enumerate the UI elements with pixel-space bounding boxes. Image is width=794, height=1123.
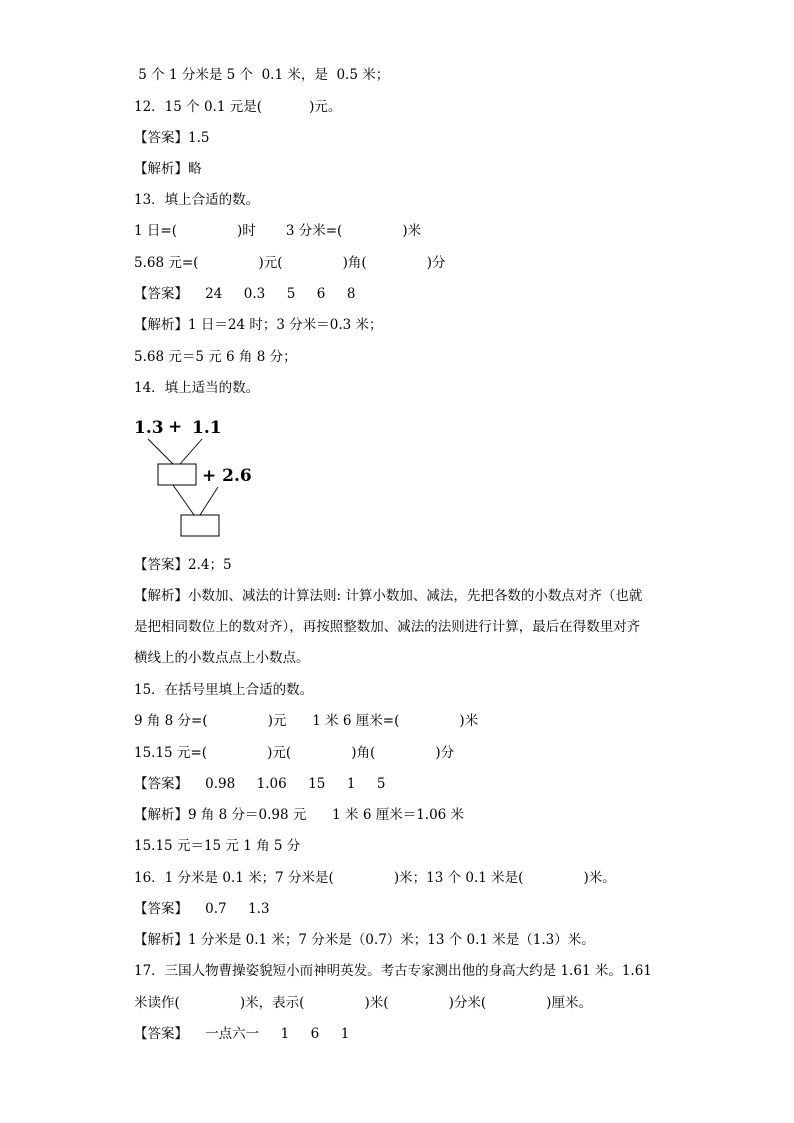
answer-14: 【答案】2.4；5 [134,557,232,573]
question-13-line-1: 1 日=( )时 3 分米=( )米 [134,223,422,239]
diagram-answer-box-1 [158,464,196,485]
answer-17: 【答案】 一点六一 1 6 1 [134,1026,350,1042]
answer-16: 【答案】 0.7 1.3 [134,901,270,917]
question-13-line-2: 5.68 元=( )元( )角( )分 [134,255,446,271]
diagram-line-lower-right [200,487,218,515]
analysis-13-line-2: 5.68 元＝5 元 6 角 8 分； [134,349,297,365]
addition-diagram-svg [130,412,260,544]
analysis-14-line-3: 横线上的小数点点上小数点。 [134,650,310,666]
question-13: 13．填上合适的数。 [134,192,260,208]
question-14: 14．填上适当的数。 [134,380,260,396]
analysis-13: 【解析】1 日＝24 时；3 分米＝0.3 米； [134,317,383,333]
diagram-top-right: 1.1 [192,418,222,438]
analysis-15: 【解析】9 角 8 分＝0.98 元 1 米 6 厘米＝1.06 米 [134,807,465,823]
analysis-15-line-2: 15.15 元＝15 元 1 角 5 分 [134,838,301,854]
question-12: 12．15 个 0.1 元是( )元。 [134,99,342,115]
diagram-line-lower-left [173,485,194,515]
diagram-second-operand: + 2.6 [202,466,252,486]
diagram-line-left [148,439,173,464]
question-15-line-1: 9 角 8 分=( )元 1 米 6 厘米=( )米 [134,713,479,729]
line-0: 5 个 1 分米是 5 个 0.1 米，是 0.5 米； [134,67,390,83]
question-15: 15．在括号里填上合适的数。 [134,682,314,698]
answer-15: 【答案】 0.98 1.06 15 1 5 [134,776,386,792]
question-16: 16．1 分米是 0.1 米；7 分米是( )米；13 个 0.1 米是( )米。 [134,870,616,886]
analysis-12: 【解析】略 [134,161,202,177]
analysis-14: 【解析】小数加、减法的计算法则: 计算小数加、减法，先把各数的小数点对齐（也就 [134,588,643,604]
analysis-16: 【解析】1 分米是 0.1 米；7 分米是（0.7）米；13 个 0.1 米是（1.3）米。 [134,932,595,948]
answer-13: 【答案】 24 0.3 5 6 8 [134,286,356,302]
addition-diagram [130,412,260,544]
diagram-operator: + [168,417,183,437]
question-17-line-2: 米读作( )米，表示( )米( )分米( )厘米。 [134,995,592,1011]
question-17: 17．三国人物曹操姿貌短小而神明英发。考古专家测出他的身高大约是 1.61 米。1.61 [134,963,652,979]
question-15-line-2: 15.15 元=( )元( )角( )分 [134,745,455,761]
diagram-top-left: 1.3 [134,418,164,438]
diagram-answer-box-2 [181,515,219,536]
diagram-line-right [180,439,202,464]
answer-12: 【答案】1.5 [134,130,210,146]
analysis-14-line-2: 是把相同数位上的数对齐），再按照整数加、减法的法则进行计算，最后在得数里对齐 [134,619,641,635]
